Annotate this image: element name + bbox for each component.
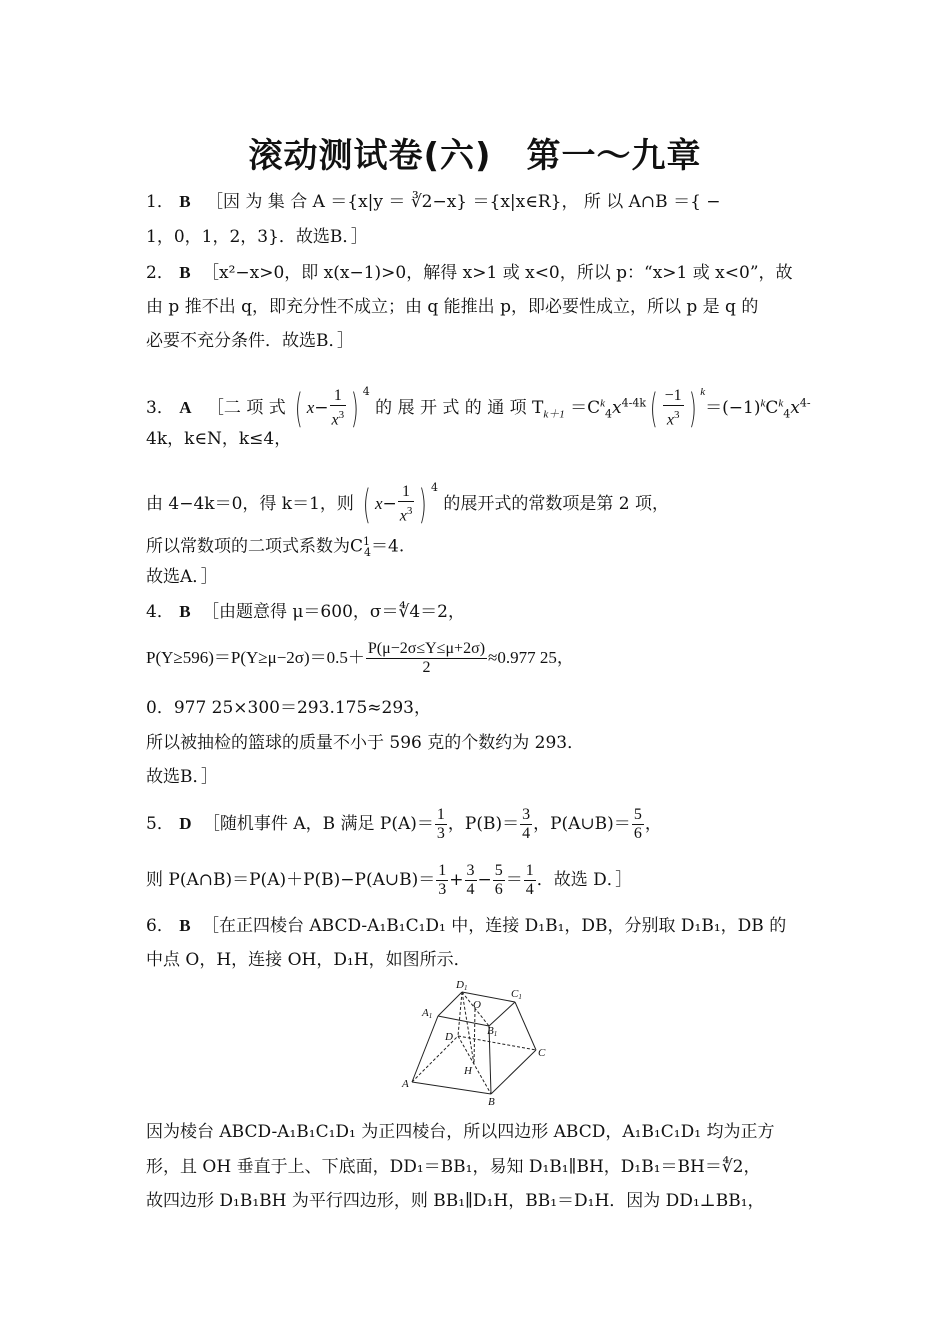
q6-text-3: 因为棱台 ABCD-A₁B₁C₁D₁ 为正四棱台，所以四边形 ABCD，A₁B₁C₁D₁ 均为正方: [146, 1122, 775, 1142]
q4-fraction: [366, 640, 487, 677]
q2-text-3: 必要不充分条件．故选B．］: [146, 331, 354, 351]
q4-frac-denominator: 2: [422, 659, 431, 676]
q5-text-1a: ［随机事件 A，B 满足 P(A)＝: [202, 814, 434, 834]
q4-text-5: 故选B．］: [146, 767, 218, 787]
label-c: C: [538, 1047, 546, 1059]
q2-text-2: 由 p 推不出 q，即充分性不成立；由 q 能推出 p，即必要性成立，所以 p 是 q 的: [146, 297, 759, 317]
q1-text-1: ［因 为 集 合 A ＝{x|y ＝ ∛2−x} ＝{x|x∈R}， 所 以 A∩B ＝{ −: [205, 192, 721, 212]
q6-text-5: 故四边形 D₁B₁BH 为平行四边形，则 BB₁∥D₁H，BB₁＝D₁H．因为 DD₁⊥BB₁，: [146, 1191, 765, 1211]
q1-answer: B: [179, 192, 191, 211]
q5-text-1c: ，P(A∪B)＝: [533, 814, 631, 834]
q3-text-3b: 的展开式的常数项是第 2 项，: [443, 494, 669, 514]
q3-text-4: 所以常数项的二项式系数为C: [146, 536, 364, 557]
q1-text-2: 1，0，1，2，3}．故选B．］: [146, 227, 368, 247]
q5-text-1b: ，P(B)＝: [447, 814, 520, 834]
q4-text-4: 所以被抽检的篮球的质量不小于 596 克的个数约为 293．: [146, 733, 585, 753]
q5-number: 5．: [146, 814, 174, 834]
q3-text-1c: ＝C: [570, 398, 601, 418]
label-b1: B1: [487, 1025, 498, 1038]
q3-number: 3．: [146, 398, 174, 418]
label-d1: D1: [456, 979, 468, 992]
q3-text-1a: ［二 项 式: [206, 398, 286, 418]
q3-answer: A: [179, 398, 192, 417]
q1-line-1: [146, 190, 810, 214]
q5-line-1: 5． D ［随机事件 A，B 满足 P(A)＝ $\frac{1}{3}$ ，P(B)＝ $\frac{3}{4}$ ，P(A∪B)＝ $\frac{5}{6}$ ，: [146, 806, 662, 842]
q3-text-1d: ＝(−1): [705, 398, 761, 418]
edge-a1d1: [438, 992, 462, 1016]
q6-text-2: 中点 O，H，连接 OH，D₁H，如图所示．: [146, 950, 471, 970]
label-b: B: [488, 1096, 495, 1108]
q4-answer: B: [179, 602, 191, 621]
q3-line-1: 3． A ［二 项 式 ( x− $\frac{1}{x^3}$ ) $^4$ 的 展 开 式 的 通 项 $T_{k+1} =C^k_4x^{4-4k}$( $\frac{-1}{x^3}$ ) $^k=(-1)^kC^k_4x^{4-}$: [146, 385, 811, 432]
page-title: 滚动测试卷(六) 第一～九章: [248, 136, 702, 176]
q3-text-2: 4k，k∈N，k≤4，: [146, 429, 292, 449]
edge-d1c1: [462, 992, 515, 1002]
q3-line-4: 所以常数项的二项式系数为$C^1_4=4$.: [146, 535, 405, 560]
q4-text-2a: P(Y≥596)＝P(Y≥μ−2σ)＝0.5＋: [146, 648, 365, 667]
q3-text-5: 故选A．］: [146, 567, 218, 587]
label-c1: C1: [511, 988, 522, 1001]
edge-cc1: [515, 1002, 536, 1050]
edge-aa1: [412, 1016, 438, 1082]
q4-line-2: [146, 638, 810, 678]
q2-number: 2．: [146, 263, 174, 283]
q4-number: 4．: [146, 602, 174, 622]
q5-line-2: 则 P(A∩B)＝P(A)＋P(B)−P(A∪B)＝ $\frac{1}{3}$ + $\frac{3}{4}$ − $\frac{5}{6}$ ＝ $\frac{1}{4}$ ．故选 D．］: [146, 862, 633, 898]
q6-answer: B: [179, 916, 191, 935]
q4-text-3: 0．977 25×300＝293.175≈293，: [146, 698, 431, 718]
q2-line-1: [146, 261, 810, 285]
q6-text-4: 形，且 OH 垂直于上、下底面，DD₁＝BB₁，易知 D₁B₁∥BH，D₁B₁＝BH＝∜2，: [146, 1157, 761, 1177]
q4-text-2b: ≈0.977 25，: [488, 648, 574, 667]
q5-text-2b: ．故选 D．］: [536, 870, 633, 890]
edge-b1c1: [489, 1002, 515, 1026]
label-a1: A1: [422, 1007, 433, 1020]
q2-text-1: ［x²−x>0，即 x(x−1)>0，解得 x>1 或 x<0，所以 p：“x>1 或 x<0”，故: [201, 263, 793, 283]
frustum-figure: [398, 978, 558, 1108]
q4-line-1: [146, 600, 810, 624]
q6-number: 6．: [146, 916, 174, 936]
label-o: O: [473, 999, 481, 1011]
q6-text-1: ［在正四棱台 ABCD-A₁B₁C₁D₁ 中，连接 D₁B₁，DB，分别取 D₁B₁，DB 的: [201, 916, 787, 936]
label-d: D: [445, 1031, 453, 1043]
q1-number: 1．: [146, 192, 174, 212]
q4-text-1: ［由题意得 μ＝600，σ＝∜4＝2，: [201, 602, 465, 622]
q4-frac-numerator: P(μ−2σ≤Y≤μ+2σ): [367, 640, 486, 657]
q5-text-2a: 则 P(A∩B)＝P(A)＋P(B)−P(A∪B)＝: [146, 870, 436, 890]
q3-text-4b: ＝4.: [371, 536, 405, 557]
edge-ab: [412, 1082, 491, 1094]
edge-dd1: [458, 992, 462, 1036]
q3-text-1e: C: [765, 398, 779, 418]
label-a: A: [402, 1078, 409, 1090]
label-h: H: [464, 1065, 472, 1077]
q3-text-1b: 的 展 开 式 的 通 项 T: [375, 398, 544, 418]
q5-answer: D: [179, 814, 192, 833]
q2-answer: B: [179, 263, 191, 282]
segment-oh: [474, 1009, 475, 1064]
q3-line-3: 由 4−4k＝0，得 k＝1，则 ( x− $\frac{1}{x^3}$ ) $^4$ 的展开式的常数项是第 2 项，: [146, 481, 669, 528]
q6-line-1: [146, 914, 810, 938]
edge-a1b1: [438, 1016, 489, 1026]
edge-bc: [491, 1050, 536, 1094]
q3-text-3a: 由 4−4k＝0，得 k＝1，则: [146, 494, 354, 514]
